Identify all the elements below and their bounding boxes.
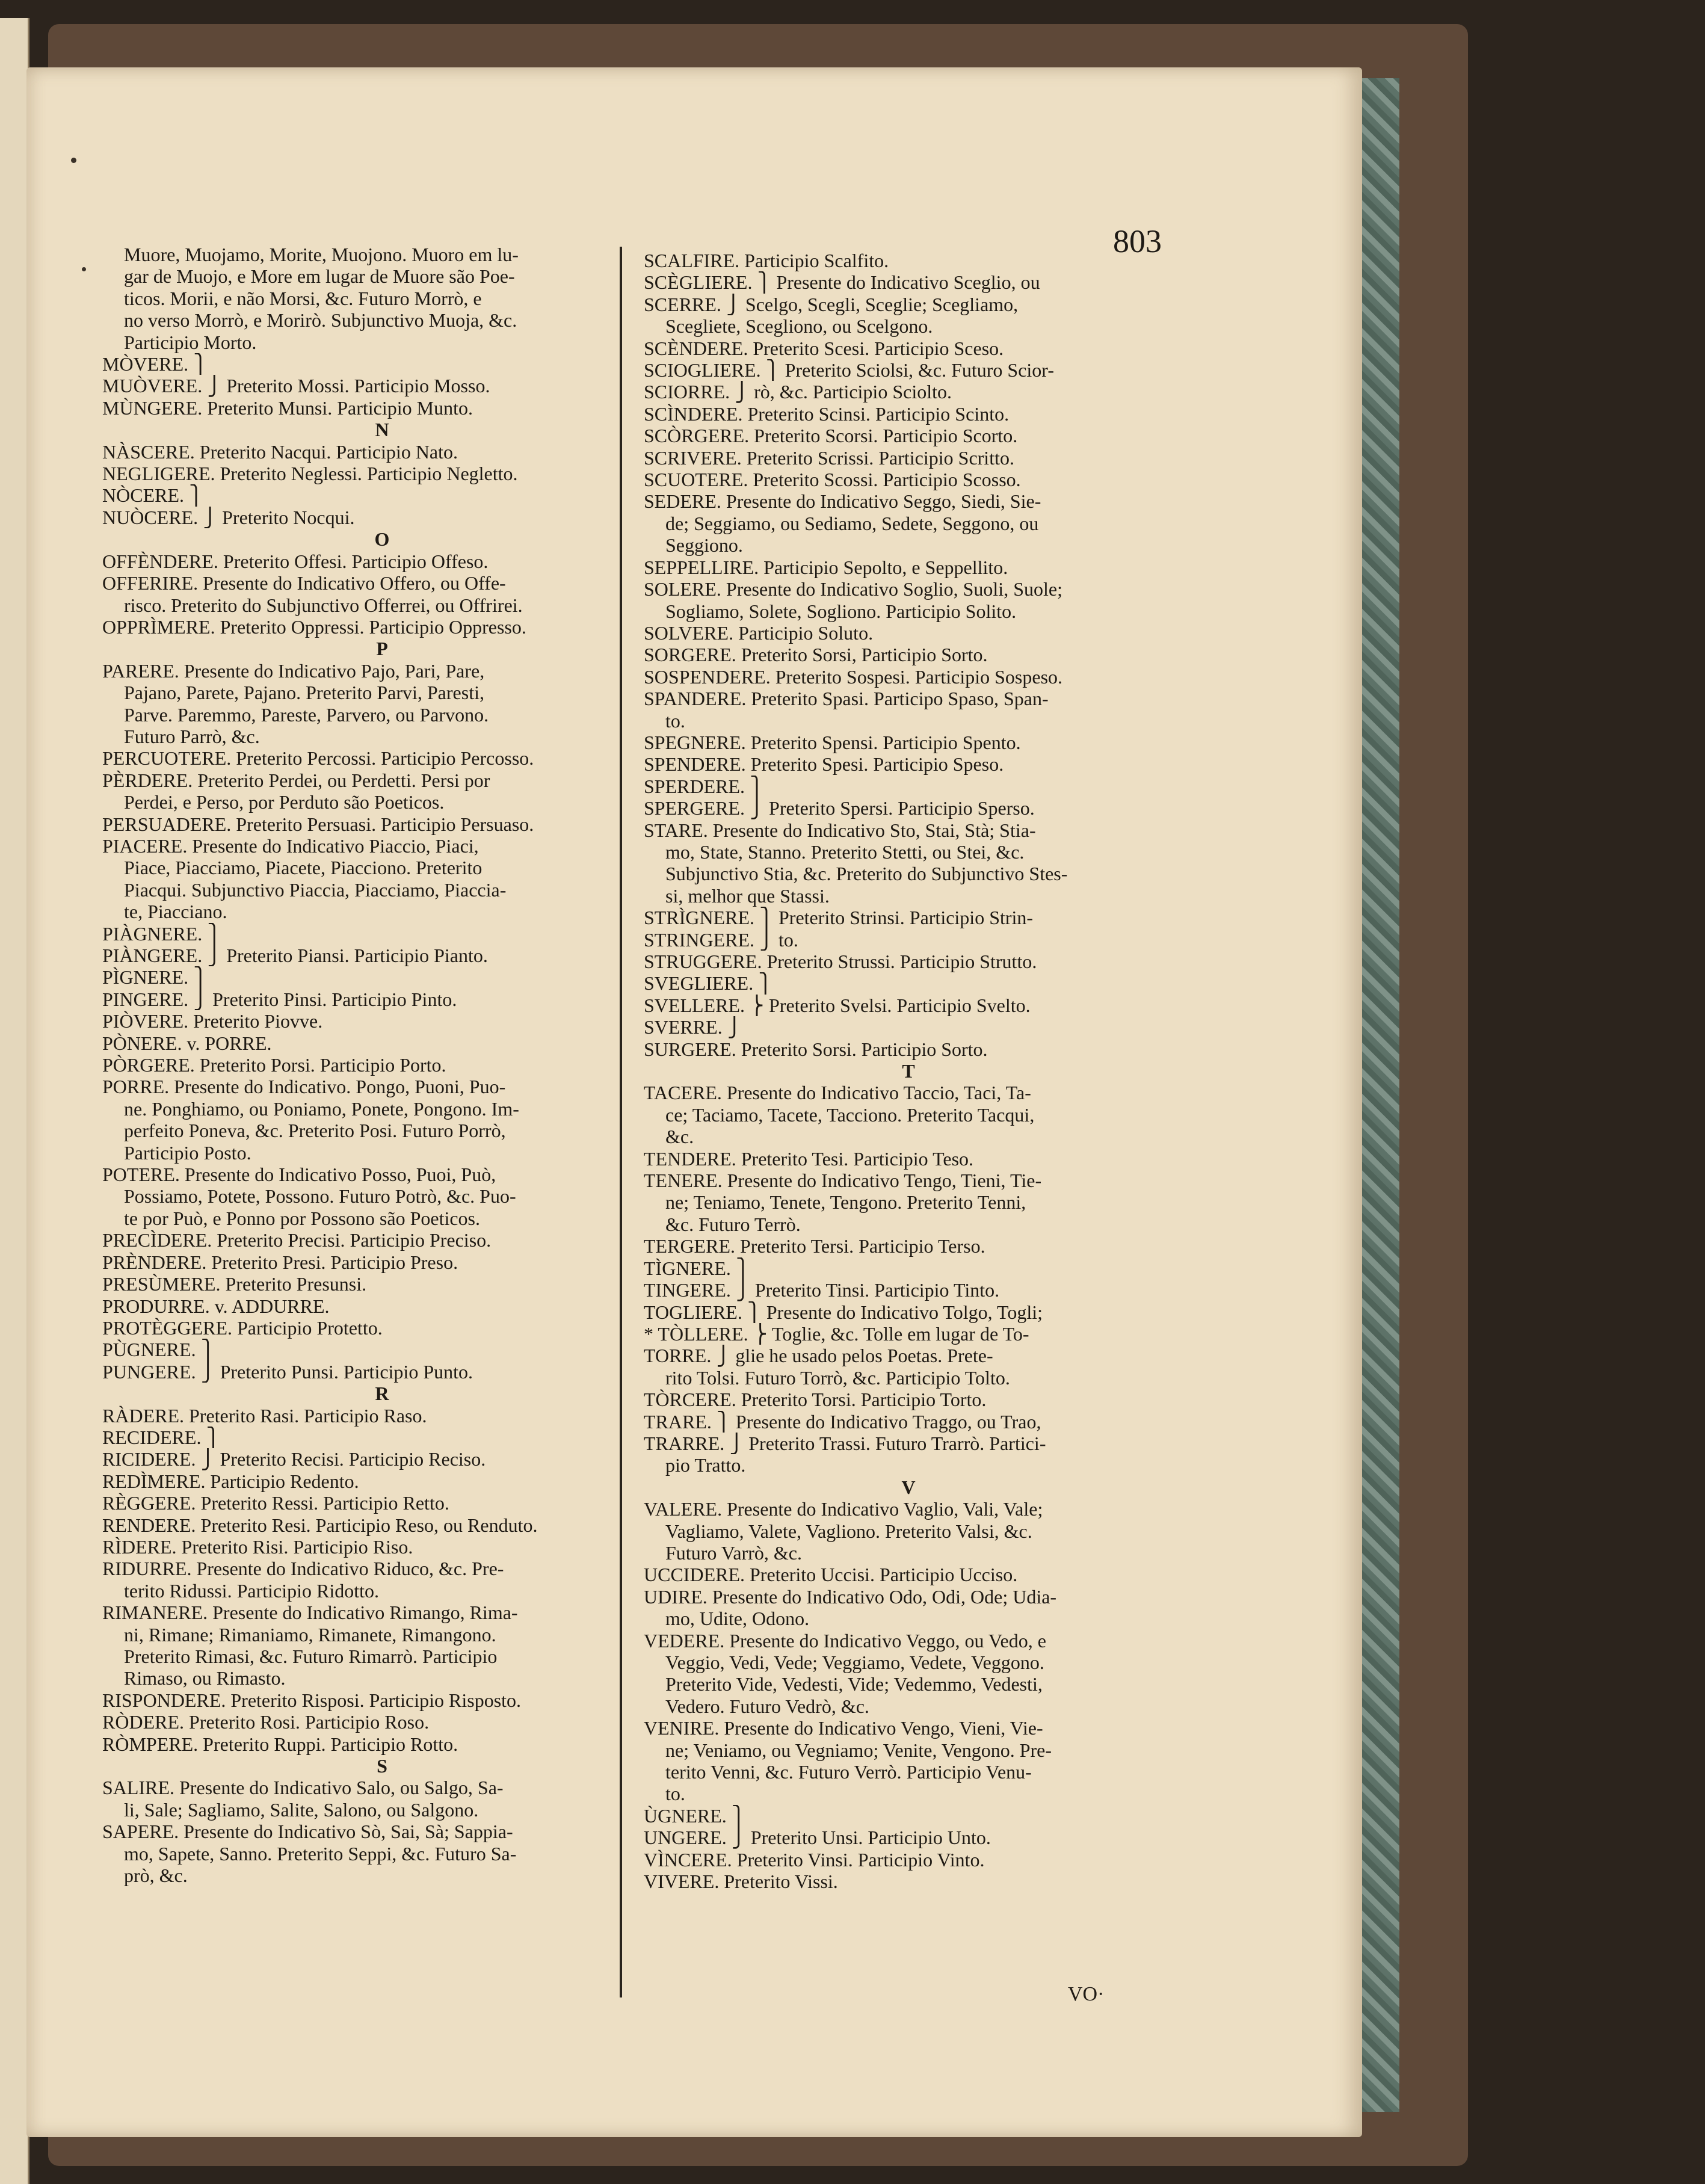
dictionary-entry-line: TERGERE. Preterito Tersi. Participio Terso. [644,1235,985,1257]
dictionary-entry-line: PIACERE. Presente do Indicativo Piaccio, Piaci, [102,834,479,857]
entry-continuation-line: Muore, Muojamo, Morite, Muojono. Muoro em lu- [124,244,519,265]
entry-continuation-line: to. [665,1783,685,1805]
dictionary-entry-line: MÙNGERE. Preterito Munsi. Participio Munto. [102,396,473,419]
dictionary-entry-line: PIÀGNERE. ⎫ [102,922,222,945]
dictionary-entry-line: VALERE. Presente do Indicativo Vaglio, Vali, Vale; [644,1498,1043,1520]
entry-continuation-line: &c. Futuro Terrò. [665,1213,801,1235]
dictionary-entry-line: UDIRE. Presente do Indicativo Odo, Odi, Ode; Udia- [644,1585,1057,1608]
entry-continuation-line: to. [665,709,685,732]
dictionary-entry-line: SAPERE. Presente do Indicativo Sò, Sai, Sà; Sappia- [102,1821,513,1843]
dictionary-entry-line: POTERE. Presente do Indicativo Posso, Puoi, Può, [102,1164,496,1186]
dictionary-entry-line: SPERDERE. ⎫ [644,775,765,797]
dictionary-entry-line: PERCUOTERE. Preterito Percossi. Participio Percosso. [102,747,534,770]
dictionary-entry-line: NÀSCERE. Preterito Nacqui. Participio Nato. [102,440,458,463]
page-mark [71,158,76,163]
dictionary-entry-line: SEDERE. Presente do Indicativo Seggo, Siedi, Sie- [644,490,1041,513]
dictionary-entry-line: RÒDERE. Preterito Rosi. Participio Roso. [102,1711,430,1733]
dictionary-entry-line: OPPRÌMERE. Preterito Oppressi. Participio Oppresso. [102,615,526,638]
entry-continuation-line: Piace, Piacciamo, Piacete, Piacciono. Preterito [124,857,483,879]
dictionary-entry-line: TORRE. ⎭ glie he usado pelos Poetas. Prete- [644,1345,993,1367]
dictionary-entry-line: TOGLIERE. ⎫ Presente do Indicativo Tolgo, Togli; [644,1301,1043,1323]
section-letter: P [376,638,388,660]
dictionary-entry-line: PÙGNERE. ⎫ [102,1339,215,1361]
entry-continuation-line: de; Seggiamo, ou Sediamo, Sedete, Seggono, ou [665,512,1039,534]
left-column [102,244,662,2000]
dictionary-entry-line: PINGERE. ⎭ Preterito Pinsi. Participio Pinto. [102,988,457,1010]
dictionary-entry-line: NUÒCERE. ⎭ Preterito Nocqui. [102,506,355,528]
entry-continuation-line: Possiamo, Potete, Possono. Futuro Potrò, &c. Puo- [124,1185,516,1208]
entry-continuation-line: mo, Udite, Odono. [665,1608,810,1630]
dictionary-entry-line: TÒRCERE. Preterito Torsi. Participio Torto. [644,1389,987,1411]
entry-continuation-line: Participio Posto. [124,1141,251,1164]
entry-continuation-line: Rimaso, ou Rimasto. [124,1667,286,1689]
entry-continuation-line: te, Piacciano. [124,901,227,923]
entry-continuation-line: rito Tolsi. Futuro Torrò, &c. Participio Tolto. [665,1366,1010,1389]
dictionary-entry-line: RIDURRE. Presente do Indicativo Riduco, &c. Pre- [102,1558,504,1580]
dictionary-entry-line: TINGERE. ⎭ Preterito Tinsi. Participio Tinto. [644,1279,1000,1301]
dictionary-entry-line: TENDERE. Preterito Tesi. Participio Teso. [644,1147,974,1170]
entry-continuation-line: ne; Veniamo, ou Vegniamo; Venite, Vengono. Pre- [665,1739,1052,1761]
dictionary-entry-line: SCALFIRE. Participio Scalfito. [644,250,889,271]
entry-continuation-line: &c. [665,1126,694,1148]
entry-continuation-line: terito Venni, &c. Futuro Verrò. Participio Venu- [665,1761,1032,1783]
dictionary-entry-line: PÌGNERE. ⎫ [102,966,208,989]
dictionary-entry-line: SCÈGLIERE. ⎫ Presente do Indicativo Sceglio, ou [644,271,1040,294]
dictionary-entry-line: RISPONDERE. Preterito Risposi. Participio Risposto. [102,1689,522,1711]
entry-continuation-line: Perdei, e Perso, por Perduto são Poeticos. [124,791,445,813]
dictionary-entry-line: SCÒRGERE. Preterito Scorsi. Participio Scorto. [644,425,1018,447]
entry-continuation-line: Futuro Parrò, &c. [124,725,260,747]
entry-continuation-line: Preterito Vide, Vedesti, Vide; Vedemmo, Vedesti, [665,1673,1043,1695]
entry-continuation-line: ce; Taciamo, Tacete, Tacciono. Preterito Tacqui, [665,1103,1035,1126]
dictionary-entry-line: STRINGERE. ⎭ to. [644,928,798,951]
entry-continuation-line: Participio Morto. [124,331,257,353]
dictionary-entry-line: RENDERE. Preterito Resi. Participio Reso, ou Renduto. [102,1514,538,1536]
dictionary-entry-line: * TÒLLERE. ⎬ Toglie, &c. Tolle em lugar de To- [644,1322,1029,1345]
dictionary-entry-line: VEDERE. Presente do Indicativo Veggo, ou Vedo, e [644,1629,1046,1652]
dictionary-entry-line: SVEGLIERE. ⎫ [644,972,773,995]
dictionary-entry-line: RICIDERE. ⎭ Preterito Recisi. Participio Reciso. [102,1448,486,1470]
dictionary-entry-line: PROTÈGGERE. Participio Protetto. [102,1316,383,1339]
dictionary-entry-line: SPENDERE. Preterito Spesi. Participio Speso. [644,753,1004,776]
dictionary-entry-line: TÌGNERE. ⎫ [644,1257,750,1279]
dictionary-entry-line: SCERRE. ⎭ Scelgo, Scegli, Sceglie; Scegliamo, [644,293,1019,315]
entry-continuation-line: Parve. Paremmo, Pareste, Parvero, ou Parvono. [124,703,489,726]
dictionary-entry-line: SCÌNDERE. Preterito Scinsi. Participio Scinto. [644,403,1010,425]
dictionary-entry-line: TRARE. ⎫ Presente do Indicativo Traggo, ou Trao, [644,1410,1041,1433]
dictionary-entry-line: PIÒVERE. Preterito Piovve. [102,1010,323,1032]
entry-continuation-line: risco. Preterito do Subjunctivo Offerrei, ou Offrirei. [124,594,523,616]
entry-continuation-line: ticos. Morii, e não Morsi, &c. Futuro Morrò, e [124,287,482,309]
entry-continuation-line: li, Sale; Sagliamo, Salite, Salono, ou Salgono. [124,1798,479,1821]
dictionary-entry-line: PÒRGERE. Preterito Porsi. Participio Porto. [102,1054,446,1076]
entry-continuation-line: te por Può, e Ponno por Possono são Poeticos. [124,1207,480,1229]
dictionary-entry-line: SEPPELLIRE. Participio Sepolto, e Seppellito. [644,556,1008,578]
right-column [644,250,1173,2007]
dictionary-entry-line: RÀDERE. Preterito Rasi. Participio Raso. [102,1404,427,1427]
section-letter: T [902,1060,915,1082]
section-letter: N [375,419,389,441]
entry-continuation-line: Seggiono. [665,534,743,557]
dictionary-entry-line: TRARRE. ⎭ Preterito Trassi. Futuro Trarrò. Partici- [644,1432,1046,1454]
dictionary-entry-line: SCUOTERE. Preterito Scossi. Participio Scosso. [644,469,1021,491]
entry-continuation-line: Vedero. Futuro Vedrò, &c. [665,1695,869,1717]
dictionary-entry-line: RÒMPERE. Preterito Ruppi. Participio Rotto. [102,1733,458,1755]
section-letter: R [375,1383,389,1405]
dictionary-entry-line: SVERRE. ⎭ [644,1016,742,1038]
entry-continuation-line: Sogliamo, Solete, Sogliono. Participio Solito. [665,600,1017,622]
dictionary-entry-line: PÈRDERE. Preterito Perdei, ou Perdetti. Persi por [102,769,490,791]
dictionary-entry-line: VENIRE. Presente do Indicativo Vengo, Vieni, Vie- [644,1717,1043,1739]
entry-continuation-line: mo, Sapete, Sanno. Preterito Seppi, &c. Futuro Sa- [124,1842,517,1865]
catchword: VO· [1068,1983,1105,2005]
dictionary-entry-line: UNGERE. ⎭ Preterito Unsi. Participio Unto. [644,1827,991,1849]
dictionary-entry-line: RECIDERE. ⎫ [102,1426,221,1448]
dictionary-entry-line: TENERE. Presente do Indicativo Tengo, Tieni, Tie- [644,1170,1042,1192]
entry-continuation-line: Piacqui. Subjunctivo Piaccia, Piacciamo, Piaccia- [124,878,507,901]
page-mark [82,267,86,271]
dictionary-entry-line: PERSUADERE. Preterito Persuasi. Participio Persuaso. [102,813,534,835]
section-letter: V [901,1476,916,1498]
dictionary-entry-line: OFFERIRE. Presente do Indicativo Offero, ou Offe- [102,572,506,594]
column-rule [620,247,622,1997]
section-letter: O [374,528,390,551]
entry-continuation-line: prò, &c. [124,1865,188,1887]
dictionary-entry-line: STARE. Presente do Indicativo Sto, Stai, Stà; Stia- [644,819,1036,841]
dictionary-entry-line: UCCIDERE. Preterito Uccisi. Participio Ucciso. [644,1564,1018,1586]
dictionary-entry-line: SCIOGLIERE. ⎫ Preterito Sciolsi, &c. Futuro Scior- [644,359,1054,381]
entry-continuation-line: pio Tratto. [665,1454,746,1476]
dictionary-entry-line: TACERE. Presente do Indicativo Taccio, Taci, Ta- [644,1082,1031,1104]
dictionary-entry-line: SVELLERE. ⎬ Preterito Svelsi. Participio Svelto. [644,994,1031,1016]
dictionary-entry-line: SPEGNERE. Preterito Spensi. Participio Spento. [644,731,1021,753]
dictionary-entry-line: SALIRE. Presente do Indicativo Salo, ou Salgo, Sa- [102,1777,504,1799]
facing-page-edge [0,18,29,2184]
dictionary-entry-line: VIVERE. Preterito Vissi. [644,1871,838,1893]
dictionary-entry-line: REDÌMERE. Participio Redento. [102,1470,359,1492]
entry-continuation-line: mo, State, Stanno. Preterito Stetti, ou Stei, &c. [665,841,1025,863]
dictionary-entry-line: SOLERE. Presente do Indicativo Soglio, Suoli, Suole; [644,578,1062,600]
dictionary-entry-line: PARERE. Presente do Indicativo Pajo, Pari, Pare, [102,659,485,682]
dictionary-entry-line: NEGLIGERE. Preterito Neglessi. Participio Negletto. [102,463,518,485]
dictionary-entry-line: PRESÙMERE. Preterito Presunsi. [102,1273,367,1295]
dictionary-entry-line: NÒCERE. ⎫ [102,484,203,507]
dictionary-entry-line: ÙGNERE. ⎫ [644,1804,746,1827]
dictionary-entry-line: SPANDERE. Preterito Spasi. Participo Spaso, Span- [644,688,1049,710]
dictionary-entry-line: SOSPENDERE. Preterito Sospesi. Participio Sospeso. [644,665,1063,688]
dictionary-entry-line: STRUGGERE. Preterito Strussi. Participio Strutto. [644,951,1037,972]
dictionary-entry-line: PÒNERE. v. PORRE. [102,1032,272,1054]
dictionary-entry-line: SCÈNDERE. Preterito Scesi. Participio Sceso. [644,337,1004,359]
entry-continuation-line: ni, Rimane; Rimaniamo, Rimanete, Rimangono. [124,1623,496,1646]
dictionary-entry-line: SURGERE. Preterito Sorsi. Participio Sorto. [644,1038,988,1060]
entry-continuation-line: Futuro Varrò, &c. [665,1541,802,1564]
dictionary-entry-line: SOLVERE. Participio Soluto. [644,622,874,644]
dictionary-entry-line: PIÀNGERE. ⎭ Preterito Piansi. Participio Pianto. [102,945,488,966]
entry-continuation-line: terito Ridussi. Participio Ridotto. [124,1579,379,1602]
dictionary-entry-line: SCRIVERE. Preterito Scrissi. Participio Scritto. [644,446,1014,469]
entry-continuation-line: gar de Muojo, e More em lugar de Muore são Poe- [124,265,515,288]
entry-continuation-line: Preterito Rimasi, &c. Futuro Rimarrò. Participio [124,1646,498,1667]
dictionary-entry-line: RÌDERE. Preterito Risi. Participio Riso. [102,1535,413,1558]
entry-continuation-line: si, melhor que Stassi. [665,884,830,907]
dictionary-entry-line: PUNGERE. ⎭ Preterito Punsi. Participio Punto. [102,1360,473,1383]
entry-continuation-line: Vagliamo, Valete, Vagliono. Preterito Valsi, &c. [665,1520,1032,1542]
dictionary-entry-line: SORGERE. Preterito Sorsi, Participio Sorto. [644,644,988,666]
entry-continuation-line: ne. Ponghiamo, ou Poniamo, Ponete, Pongono. Im- [124,1097,519,1120]
dictionary-entry-line: STRÌGNERE. ⎫ Preterito Strinsi. Participio Strin- [644,907,1034,929]
entry-continuation-line: no verso Morrò, e Morirò. Subjunctivo Muoja, &c. [124,309,517,332]
dictionary-entry-line: PORRE. Presente do Indicativo. Pongo, Puoni, Puo- [102,1076,506,1098]
dictionary-entry-line: MUÒVERE. ⎭ Preterito Mossi. Participio Mosso. [102,375,490,397]
page-number: 803 [1113,223,1162,259]
dictionary-entry-line: PRÈNDERE. Preterito Presi. Participio Preso. [102,1251,458,1273]
entry-continuation-line: Subjunctivo Stia, &c. Preterito do Subjunctivo Stes- [665,863,1068,885]
dictionary-entry-line: RÈGGERE. Preterito Ressi. Participio Retto. [102,1492,449,1514]
entry-continuation-line: Veggio, Vedi, Vede; Veggiamo, Vedete, Veggono. [665,1652,1044,1673]
entry-continuation-line: Scegliete, Scegliono, ou Scelgono. [665,315,933,338]
dictionary-entry-line: SPERGERE. ⎭ Preterito Spersi. Participio Sperso. [644,797,1035,819]
dictionary-entry-line: OFFÈNDERE. Preterito Offesi. Participio Offeso. [102,550,489,572]
dictionary-entry-line: VÌNCERE. Preterito Vinsi. Participio Vinto. [644,1848,985,1871]
dictionary-entry-line: PRODURRE. v. ADDURRE. [102,1295,330,1317]
dictionary-entry-line: RIMANERE. Presente do Indicativo Rimango, Rima- [102,1602,518,1624]
dictionary-entry-line: MÒVERE. ⎫ [102,353,208,375]
entry-continuation-line: perfeito Poneva, &c. Preterito Posi. Futuro Porrò, [124,1120,506,1142]
dictionary-entry-line: PRECÌDERE. Preterito Precisi. Participio Preciso. [102,1229,492,1251]
entry-continuation-line: ne; Teniamo, Tenete, Tengono. Preterito Tenni, [665,1191,1026,1214]
entry-continuation-line: Pajano, Parete, Pajano. Preterito Parvi, Paresti, [124,682,484,704]
dictionary-entry-line: SCIORRE. ⎭ rò, &c. Participio Sciolto. [644,381,952,403]
section-letter: S [377,1755,387,1777]
